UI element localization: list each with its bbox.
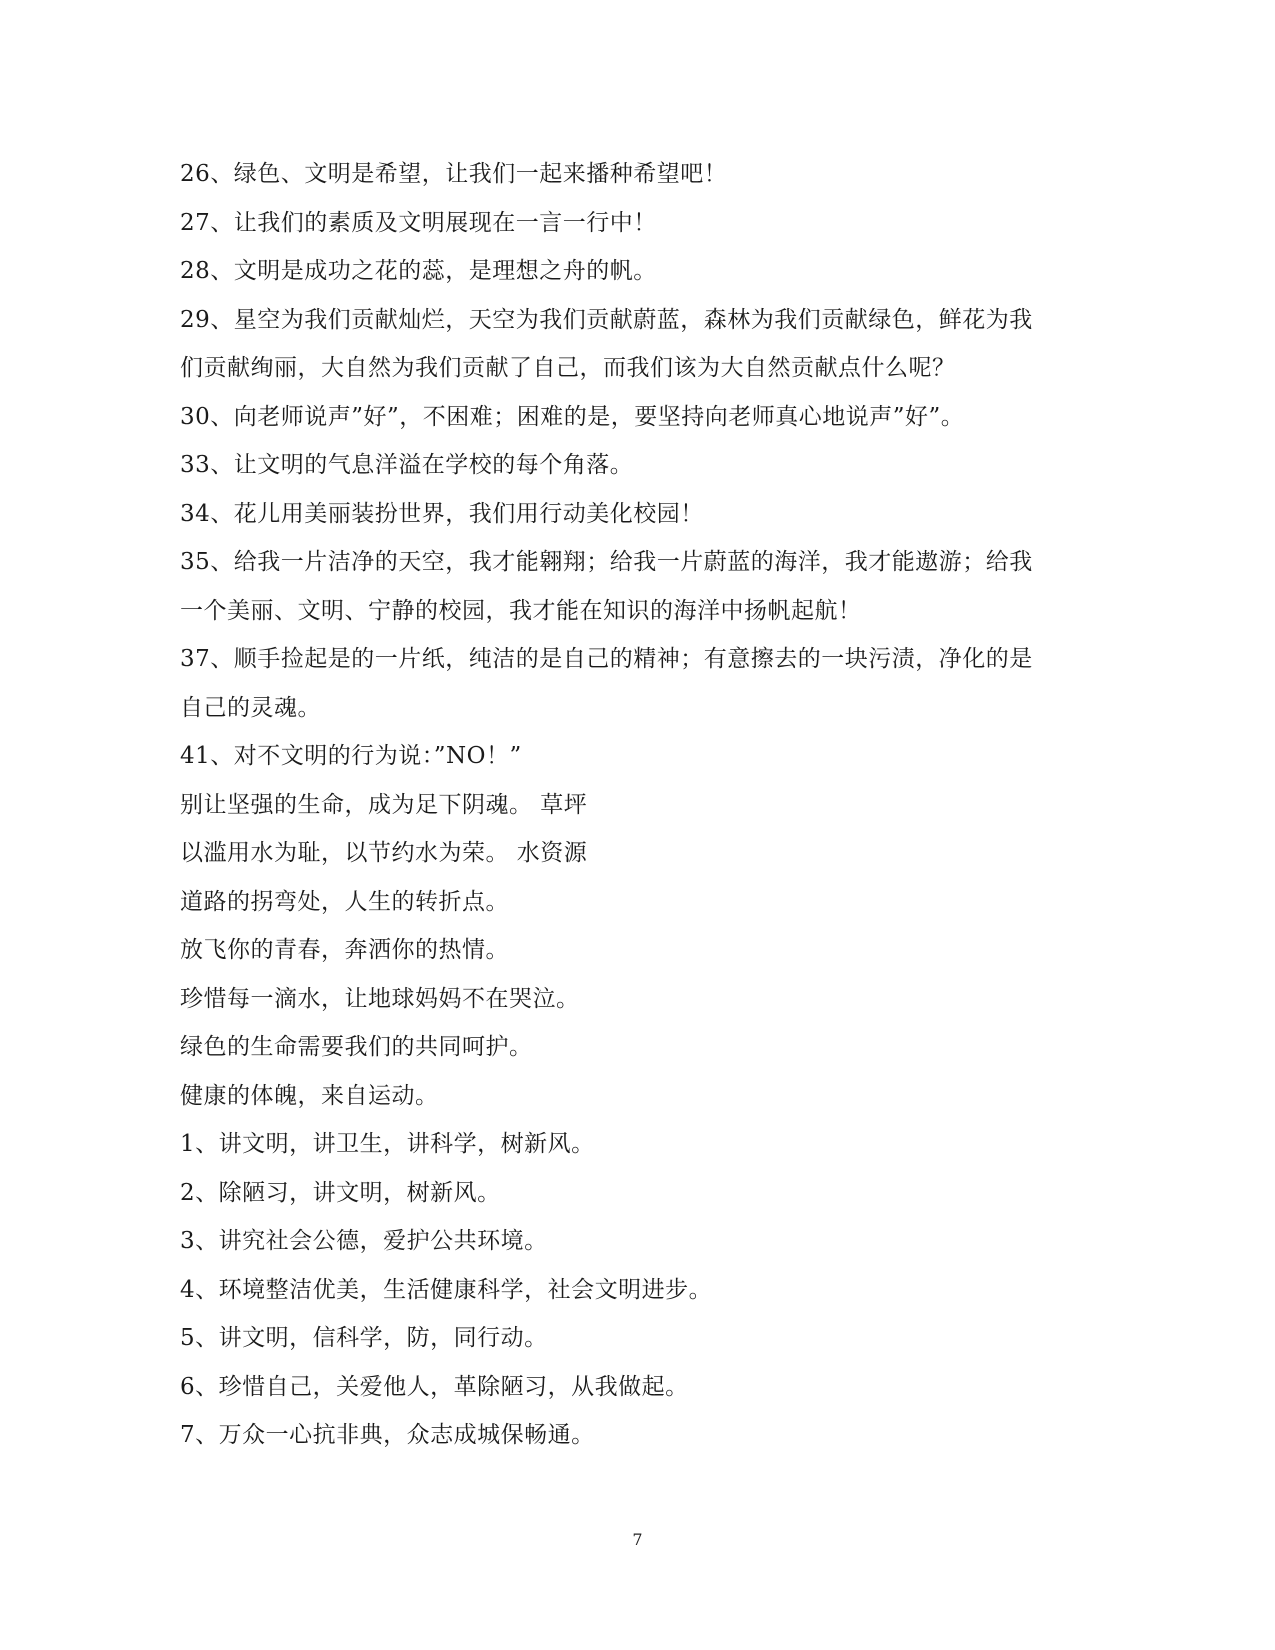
text-line: 珍惜每一滴水，让地球妈妈不在哭泣。 xyxy=(180,985,580,1012)
text-line: 27、让我们的素质及文明展现在一言一行中！ xyxy=(180,209,657,236)
text-line: 35、给我一片洁净的天空，我才能翱翔；给我一片蔚蓝的海洋，我才能遨游；给我 xyxy=(180,549,1033,575)
text-line: 37、顺手捡起是的一片纸，纯洁的是自己的精神；有意擦去的一块污渍，净化的是 xyxy=(180,646,1033,672)
text-line: 一个美丽、文明、宁静的校园，我才能在知识的海洋中扬帆起航！ xyxy=(180,597,862,624)
text-line: 2、除陋习，讲文明，树新风。 xyxy=(180,1179,501,1206)
text-line: 以滥用水为耻，以节约水为荣。 水资源 xyxy=(180,840,588,866)
text-line: 30、向老师说声”好”，不困难；困难的是，要坚持向老师真心地说声”好”。 xyxy=(180,403,965,430)
text-line: 1、讲文明，讲卫生，讲科学，树新风。 xyxy=(180,1131,595,1157)
text-line: 41、对不文明的行为说：”NO！” xyxy=(180,743,522,769)
text-line: 6、珍惜自己，关爱他人，革除陋习，从我做起。 xyxy=(180,1373,689,1400)
text-line: 道路的拐弯处，人生的转折点。 xyxy=(180,888,509,915)
document-body xyxy=(180,150,1060,1460)
text-line: 们贡献绚丽，大自然为我们贡献了自己，而我们该为大自然贡献点什么呢？ xyxy=(180,355,956,381)
text-line: 放飞你的青春，奔洒你的热情。 xyxy=(180,937,509,963)
text-line: 健康的体魄，来自运动。 xyxy=(180,1082,439,1109)
text-line: 34、花儿用美丽装扮世界，我们用行动美化校园！ xyxy=(180,500,704,527)
text-line: 29、星空为我们贡献灿烂，天空为我们贡献蔚蓝，森林为我们贡献绿色，鲜花为我 xyxy=(180,306,1033,333)
text-line: 5、讲文明，信科学，防，同行动。 xyxy=(180,1325,548,1351)
text-line: 7、万众一心抗非典，众志成城保畅通。 xyxy=(180,1422,595,1448)
text-line: 自己的灵魂。 xyxy=(180,694,321,721)
text-line: 绿色的生命需要我们的共同呵护。 xyxy=(180,1034,533,1060)
text-line: 26、绿色、文明是希望，让我们一起来播种希望吧！ xyxy=(180,161,728,187)
text-line: 别让坚强的生命，成为足下阴魂。 草坪 xyxy=(180,791,588,818)
page-number: 7 xyxy=(632,1530,643,1549)
text-line: 4、环境整洁优美，生活健康科学，社会文明进步。 xyxy=(180,1276,713,1303)
text-line: 3、讲究社会公德，爱护公共环境。 xyxy=(180,1228,548,1254)
text-line: 28、文明是成功之花的蕊，是理想之舟的帆。 xyxy=(180,258,657,284)
text-line: 33、让文明的气息洋溢在学校的每个角落。 xyxy=(180,452,634,478)
